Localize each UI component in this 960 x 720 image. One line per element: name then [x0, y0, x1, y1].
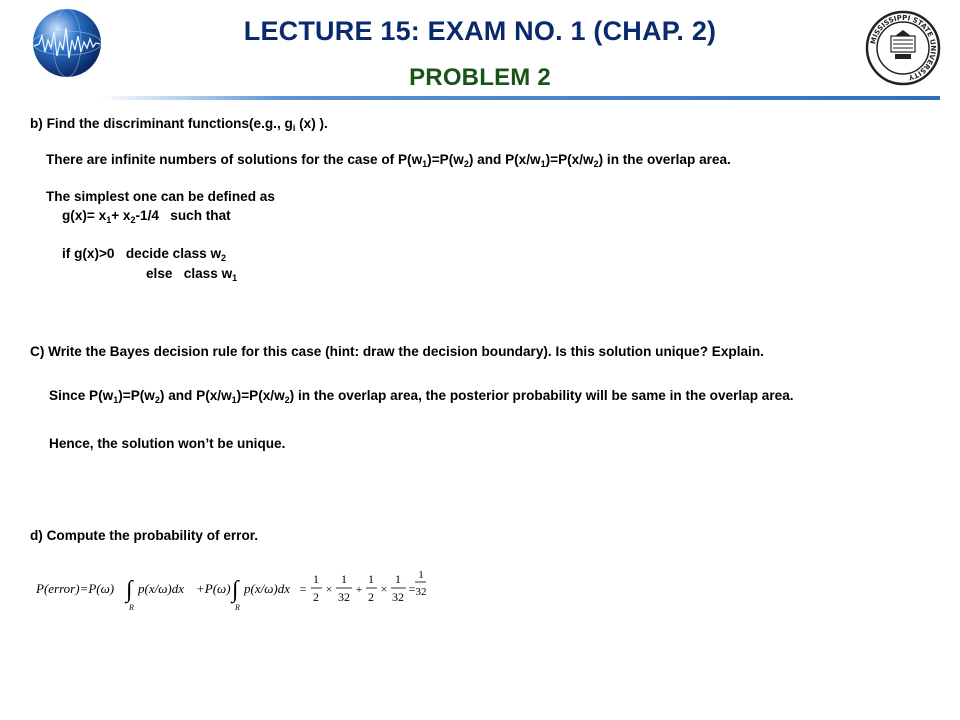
frac2-den: 32: [338, 590, 350, 604]
part-b-text-2: The simplest one can be defined as: [46, 189, 275, 204]
probability-of-error-formula: [36, 566, 426, 612]
frac2-num: 1: [341, 572, 347, 586]
op-plus: +: [355, 582, 363, 596]
integrand-2: p(x/ω)dx: [244, 581, 290, 596]
op-times-2: ×: [380, 582, 388, 596]
integrand-1: p(x/ω)dx: [138, 581, 184, 596]
part-c-text-2: Hence, the solution won’t be unique.: [49, 436, 286, 451]
frac4-num: 1: [395, 572, 401, 586]
svg-text:MISSISSIPPI STATE UNIVERSITY: MISSISSIPPI STATE UNIVERSITY: [869, 13, 938, 82]
frac5-num: 1: [418, 569, 424, 581]
integral-sign-1-icon: ∫: [126, 577, 133, 603]
op-times-1: ×: [325, 582, 333, 596]
formula-plus: +P(ω): [196, 581, 231, 596]
part-b-text-5: else class $w_1$: [146, 266, 238, 283]
integral-sign-2-icon: ∫: [232, 577, 239, 603]
page-title: LECTURE 15: EXAM NO. 1 (CHAP. 2): [243, 16, 717, 46]
frac1-den: 2: [313, 590, 319, 604]
formula-lhs: P(error)=P(ω): [36, 581, 115, 596]
part-c-heading: C) Write the Bayes decision rule for this case (hint: draw the decision boundary). Is this solution unique? Explain.: [30, 344, 764, 359]
frac3-den: 2: [368, 590, 374, 604]
part-d-heading: d) Compute the probability of error.: [30, 528, 259, 543]
part-c-text-1: Since $P(w_1)=P(w_2)$ and $P(x/w_1)=P(x/w_2)$ in the overlap area, the posterior probability will be same in the overlap area.: [49, 388, 794, 405]
op-equals-2: =: [408, 582, 416, 596]
title-divider: [100, 96, 940, 100]
integral-limit-1: R: [129, 603, 134, 612]
page-subtitle: PROBLEM 2: [409, 64, 551, 91]
part-b-heading: b) Find the discriminant functions(e.g., $g_i$ (x) ).: [30, 116, 328, 133]
frac4-den: 32: [392, 590, 404, 604]
frac3-num: 1: [368, 572, 374, 586]
integral-limit-2: R: [235, 603, 240, 612]
part-b-text-1: There are infinite numbers of solutions for the case of $P(w_1)=P(w_2)$ and $P(x/w_1)=P(x/w_2)$ in the overlap area.: [46, 152, 731, 169]
op-equals-1: =: [299, 582, 307, 596]
part-b-text-3: $g(x)= x_1+ x_2-1/4$ such that: [62, 208, 231, 225]
frac1-num: 1: [313, 572, 319, 586]
frac5-den: 32: [415, 586, 426, 598]
part-b-text-4: if g(x)>0 decide class $w_2$: [62, 246, 227, 263]
